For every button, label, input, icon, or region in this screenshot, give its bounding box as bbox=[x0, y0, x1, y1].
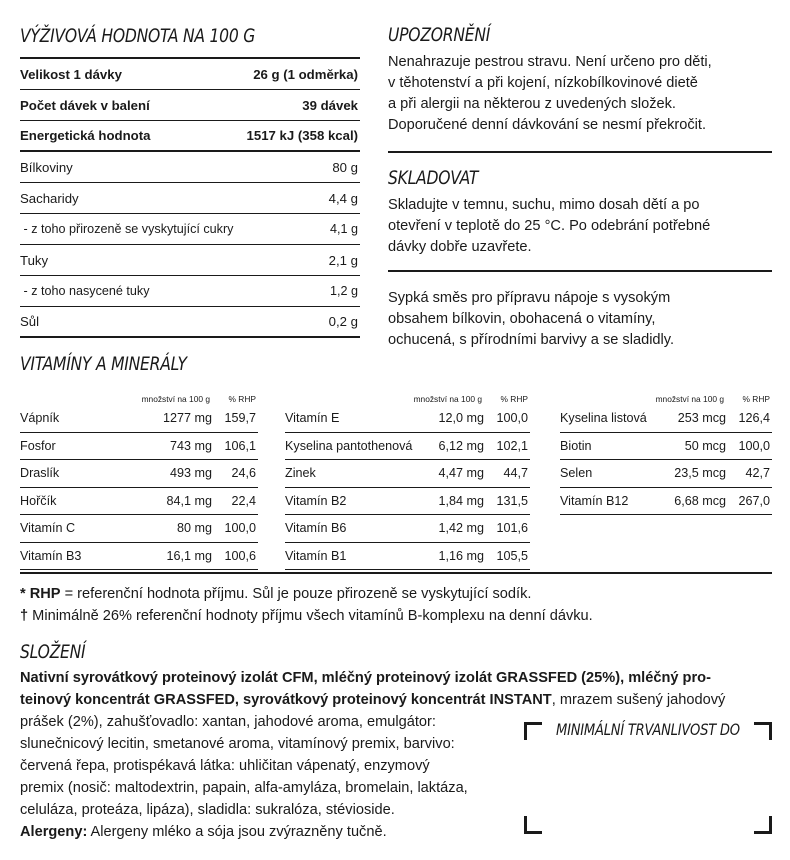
vitamins-column-3 bbox=[560, 394, 772, 515]
corner-mark bbox=[524, 722, 542, 740]
table-row: Sacharidy 4,4 g bbox=[20, 183, 360, 214]
footnotes bbox=[20, 572, 772, 627]
table-row: Biotin 50 mcg 100,0 bbox=[560, 433, 772, 461]
table-row: Vitamín B3 16,1 mg 100,6 bbox=[20, 543, 258, 571]
description-text: Sypká směs pro přípravu nápoje s vysokým obsahem bílkovin, obohacená o vitamíny, ochucená, s přírodními barvivy a se sladidly. bbox=[388, 290, 675, 348]
vitamins-title: VITAMÍNY A MINERÁLY bbox=[20, 353, 187, 375]
divider bbox=[388, 270, 772, 272]
table-row: Bílkoviny 80 g bbox=[20, 152, 360, 183]
vitamins-column-1 bbox=[20, 394, 258, 570]
rhp-note: * RHP = referenční hodnota příjmu. Sůl je pouze přirozeně se vyskytující sodík. bbox=[20, 586, 532, 602]
table-row: Vitamín C 80 mg 100,0 bbox=[20, 515, 258, 543]
table-row: - z toho nasycené tuky 1,2 g bbox=[20, 276, 360, 307]
corner-mark bbox=[754, 722, 772, 740]
composition-title: SLOŽENÍ bbox=[20, 641, 86, 663]
table-row: Tuky 2,1 g bbox=[20, 245, 360, 276]
table-row: Kyselina pantothenová 6,12 mg 102,1 bbox=[285, 433, 530, 461]
storage-section bbox=[388, 165, 772, 258]
table-row: Selen 23,5 mcg 42,7 bbox=[560, 460, 772, 488]
table-row: Vitamín B6 1,42 mg 101,6 bbox=[285, 515, 530, 543]
composition-text: Nativní syrovátkový proteinový izolát CFM, mléčný proteinový izolát GRASSFED (25%), mléčný pro- teinový koncentrát GRASSFED, syrovátkový proteinový koncentrát INSTANT, mrazem sušený jahodový prášek (2%), zahušťovadlo: xantan, jahodové aroma, emulgátor: slunečnicový lecitin, smetanové aroma, vitamínový premix, barvivo: červená řepa, protispékavá látka: uhličitan vápenatý, enzymový premix (nosič: maltodextrin, papain, alfa-amyláza, bromelain, laktáza, celuláza, proteáza, lipáza), sladidla: sukralóza, stévioside. Alergeny: Alergeny mléko a sója jsou zvýrazněny tučně. bbox=[20, 667, 772, 843]
nutrition-table bbox=[20, 57, 360, 338]
table-row: Kyselina listová 253 mcg 126,4 bbox=[560, 405, 772, 433]
corner-mark bbox=[524, 816, 542, 834]
table-row: Vitamín E 12,0 mg 100,0 bbox=[285, 405, 530, 433]
warning-title: UPOZORNĚNÍ bbox=[388, 24, 491, 46]
warning-section bbox=[388, 22, 772, 136]
table-row: Zinek 4,47 mg 44,7 bbox=[285, 460, 530, 488]
table-row: Počet dávek v balení 39 dávek bbox=[20, 90, 360, 121]
divider bbox=[388, 151, 772, 153]
storage-text: Skladujte v temnu, suchu, mimo dosah dětí a po otevření v teplotě do 25 °C. Po odebrání potřebné dávky dobře uzavřete. bbox=[388, 197, 711, 255]
table-row: Vitamín B1 1,16 mg 105,5 bbox=[285, 543, 530, 571]
corner-mark bbox=[754, 816, 772, 834]
table-row: Sůl 0,2 g bbox=[20, 307, 360, 338]
table-row: Vitamín B2 1,84 mg 131,5 bbox=[285, 488, 530, 516]
allergens: Alergeny: Alergeny mléko a sója jsou zvýrazněny tučně. bbox=[20, 824, 387, 840]
vitamins-header: množství na 100 g % RHP bbox=[413, 394, 528, 404]
table-row: Vápník 1277 mg 159,7 bbox=[20, 405, 258, 433]
b-complex-note: † Minimálně 26% referenční hodnoty příjmu všech vitamínů B-komplexu na denní dávku. bbox=[20, 608, 593, 624]
best-before-label: MINIMÁLNÍ TRVANLIVOST DO bbox=[556, 720, 740, 739]
nutrition-section bbox=[20, 22, 360, 338]
table-row: Energetická hodnota 1517 kJ (358 kcal) bbox=[20, 121, 360, 152]
vitamins-column-2 bbox=[285, 394, 530, 570]
table-row: Vitamín B12 6,68 mcg 267,0 bbox=[560, 488, 772, 516]
table-row: - z toho přirozeně se vyskytující cukry 4,1 g bbox=[20, 214, 360, 245]
table-row: Velikost 1 dávky 26 g (1 odměrka) bbox=[20, 59, 360, 90]
best-before-box bbox=[524, 722, 772, 834]
table-row: Hořčík 84,1 mg 22,4 bbox=[20, 488, 258, 516]
warning-text: Nenahrazuje pestrou stravu. Není určeno pro děti, v těhotenství a při kojení, nízkobílkovinové dietě a při alergii na některou z uvedených složek. Doporučené denní dávkování se nesmí překročit. bbox=[388, 54, 712, 133]
description-section bbox=[388, 284, 772, 351]
vitamins-header: množství na 100 g % RHP bbox=[655, 394, 770, 404]
nutrition-title: VÝŽIVOVÁ HODNOTA NA 100 G bbox=[20, 25, 256, 47]
table-row: Draslík 493 mg 24,6 bbox=[20, 460, 258, 488]
storage-title: SKLADOVAT bbox=[388, 167, 479, 189]
vitamins-header: množství na 100 g % RHP bbox=[141, 394, 256, 404]
table-row: Fosfor 743 mg 106,1 bbox=[20, 433, 258, 461]
